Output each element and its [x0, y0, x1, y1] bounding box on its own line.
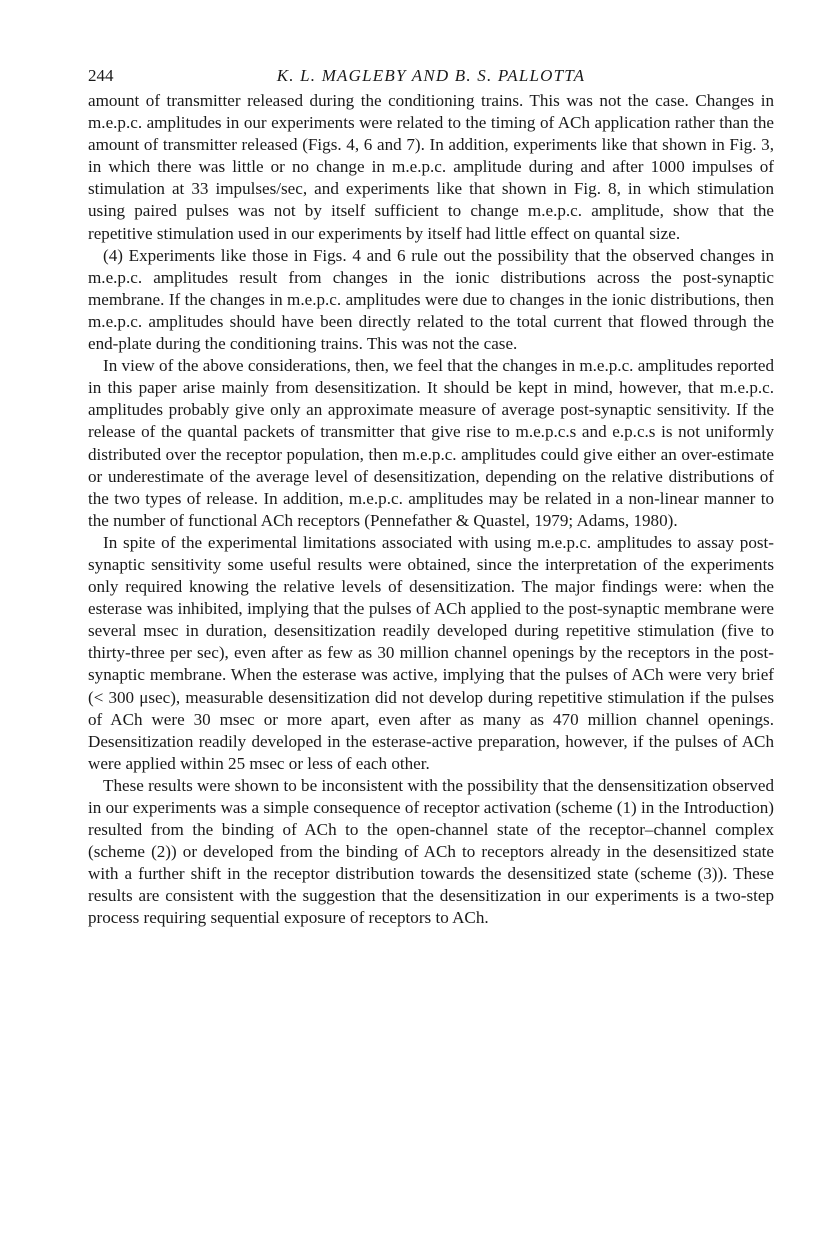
paragraph-conclusion: These results were shown to be inconsistent with the possibility that the densensitization observed in our experiments was a simple consequence of receptor activation (scheme (1) in the Introduction) resulted from the binding of ACh to the open-channel state of the receptor–channel complex (scheme (2)) or developed from the binding of ACh to receptors already in the desensitized state with a further shift in the receptor distribution towards the desensitized state (scheme (3)). These results are consistent with the suggestion that the desensitization in our experiments is a two-step process requiring sequential exposure of receptors to ACh.	[88, 775, 774, 928]
paragraph-desensitization: In view of the above considerations, then, we feel that the changes in m.e.p.c. amplitudes reported in this paper arise mainly from desensitization. It should be kept in mind, however, that m.e.p.c. amplitudes probably give only an approximate measure of average post-synaptic sensitivity. If the release of the quantal packets of transmitter that give rise to m.e.p.c.s and e.p.c.s is not uniformly distributed over the receptor population, then m.e.p.c. amplitudes could give either an over-estimate or underestimate of the average level of desensitization, depending on the relative distributions of the two types of release. In addition, m.e.p.c. amplitudes may be related in a non-linear manner to the number of functional ACh receptors (Pennefather & Quastel, 1979; Adams, 1980).	[88, 356, 774, 530]
body-text	[88, 90, 774, 930]
paragraph-point-4: (4) Experiments like those in Figs. 4 and 6 rule out the possibility that the observed changes in m.e.p.c. amplitudes result from changes in the ionic distributions across the post-synaptic membrane. If the changes in m.e.p.c. amplitudes were due to changes in the ionic distributions, then m.e.p.c. amplitudes should have been directly related to the total current that flowed through the end-plate during the conditioning trains. This was not the case.	[88, 245, 774, 354]
paragraph-continuation: amount of transmitter released during the conditioning trains. This was not the case. Changes in m.e.p.c. amplitudes in our experiments were related to the timing of ACh application rather than the amount of transmitter released (Figs. 4, 6 and 7). In addition, experiments like that shown in Fig. 3, in which there was little or no change in m.e.p.c. amplitude during and after 1000 impulses of stimulation at 33 impulses/sec, and experiments like that shown in Fig. 8, in which stimulation using paired pulses was not by itself sufficient to change m.e.p.c. amplitude, show that the repetitive stimulation used in our experiments by itself had little effect on quantal size.	[88, 91, 774, 243]
running-head	[88, 62, 774, 90]
page-number: 244	[88, 66, 114, 85]
journal-page	[88, 62, 774, 930]
paragraph-major-findings: In spite of the experimental limitations associated with using m.e.p.c. amplitudes to assay post-synaptic sensitivity some useful results were obtained, since the interpretation of the experiments only required knowing the relative levels of desensitization. The major findings were: when the esterase was inhibited, implying that the pulses of ACh applied to the post-synaptic membrane were several msec in duration, desensitization readily developed during repetitive stimulation (five to thirty-three per sec), even after as few as 30 million channel openings by the receptors in the post-synaptic membrane. When the esterase was active, implying that the pulses of ACh were very brief (< 300 μsec), measurable desensitization did not develop during repetitive stimulation if the pulses of ACh were 30 msec or more apart, even after as many as 470 million channel openings. Desensitization readily developed in the esterase-active preparation, however, if the pulses of ACh were applied within 25 msec or less of each other.	[88, 532, 774, 773]
running-title: K. L. MAGLEBY AND B. S. PALLOTTA	[276, 66, 586, 85]
